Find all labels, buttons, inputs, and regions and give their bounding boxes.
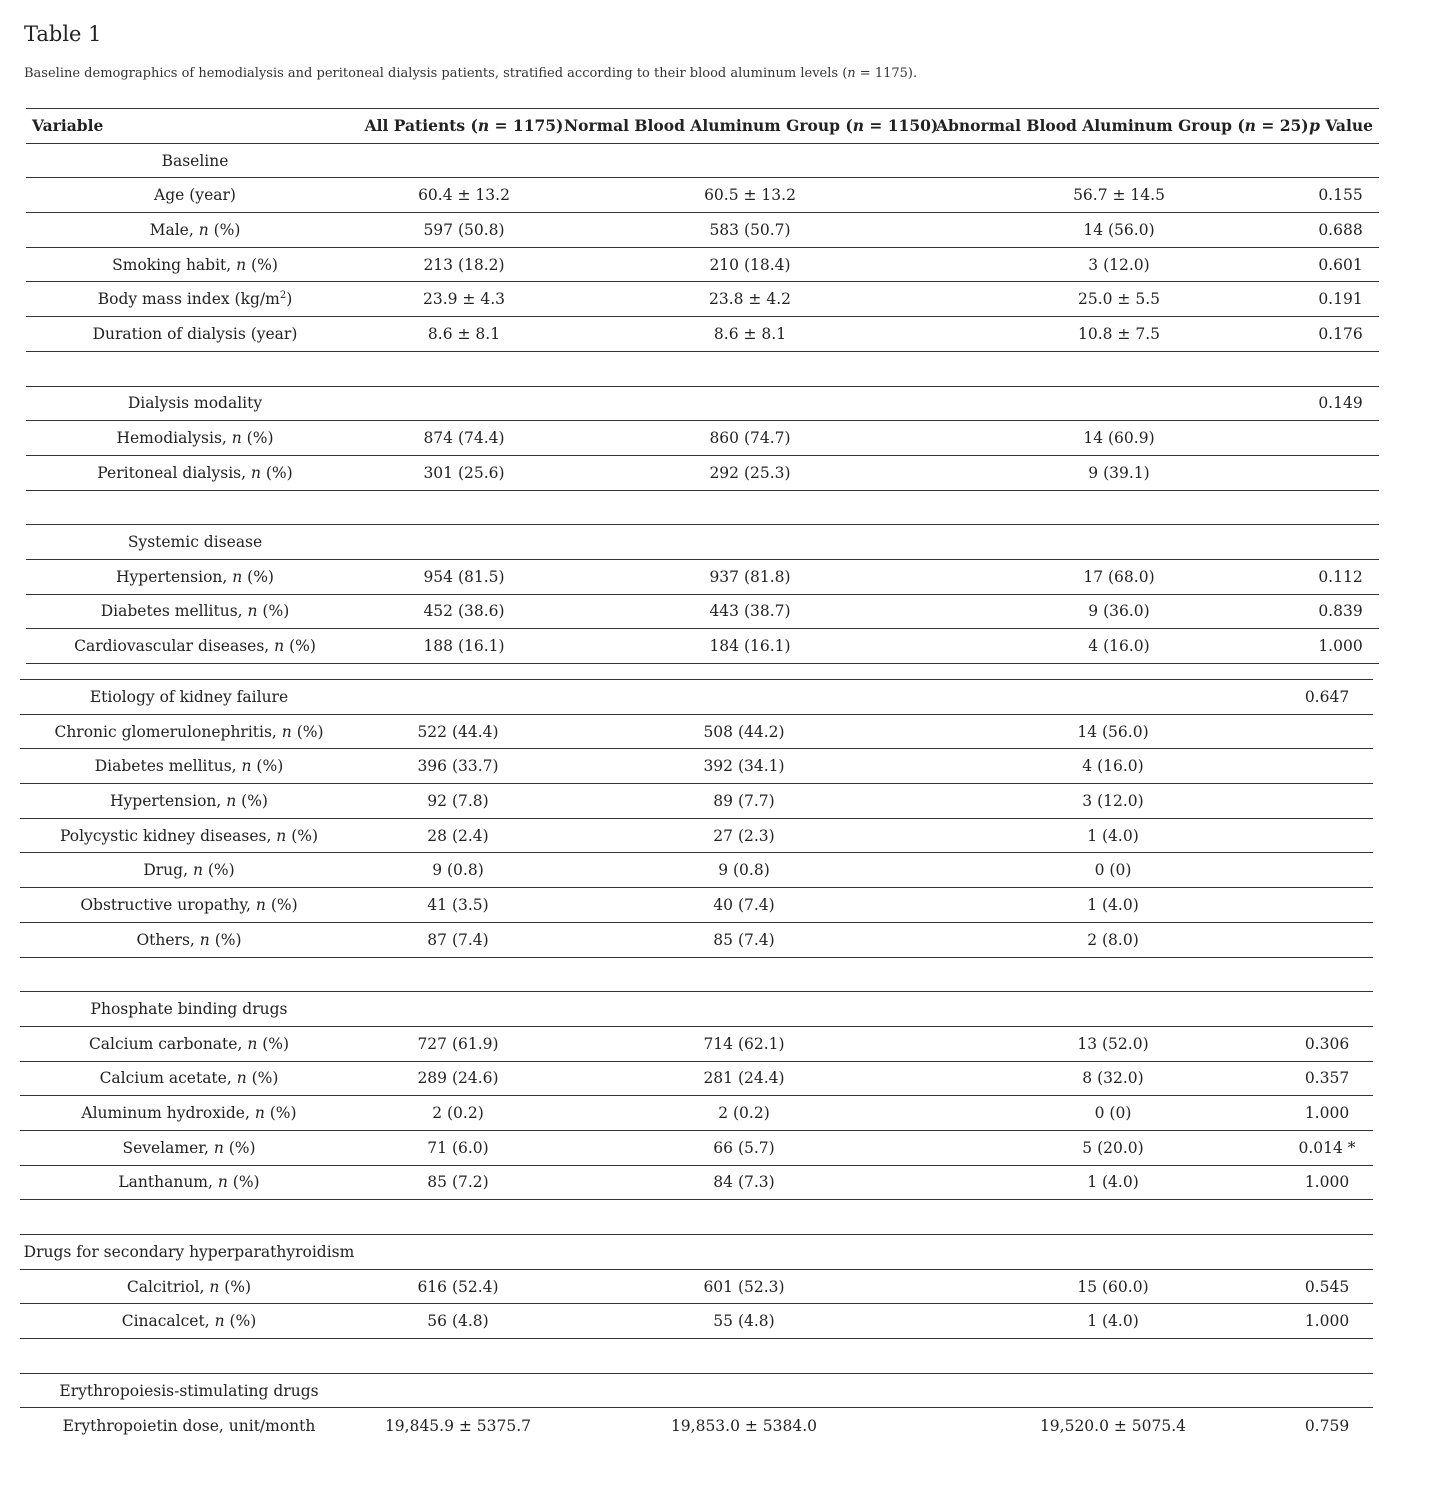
cell-p-value (1296, 818, 1373, 853)
cell-normal-group: 392 (34.1) (558, 749, 930, 784)
row-label: Drug, n (%) (20, 853, 358, 888)
cell-all-patients: 213 (18.2) (364, 247, 564, 282)
cell-all-patients (364, 490, 564, 525)
row-label: Aluminum hydroxide, n (%) (20, 1096, 358, 1131)
cell-normal-group: 2 (0.2) (558, 1096, 930, 1131)
cell-abnormal-group: 5 (20.0) (930, 1130, 1296, 1165)
table-row (20, 853, 1373, 888)
table-row (26, 317, 1379, 352)
table-row (20, 1408, 1373, 1443)
cell-abnormal-group (936, 386, 1302, 421)
cell-all-patients (358, 1339, 558, 1374)
table-row (26, 455, 1379, 490)
cell-abnormal-group: 15 (60.0) (930, 1269, 1296, 1304)
table-row (20, 1130, 1373, 1165)
cell-normal-group: 60.5 ± 13.2 (564, 178, 936, 213)
cell-normal-group: 23.8 ± 4.2 (564, 282, 936, 317)
row-label: Systemic disease (26, 525, 364, 560)
cell-normal-group (558, 1339, 930, 1374)
cell-normal-group: 508 (44.2) (558, 714, 930, 749)
cell-p-value (1296, 1339, 1373, 1374)
cell-p-value (1296, 853, 1373, 888)
cell-p-value (1302, 421, 1379, 456)
row-label: Dialysis modality (26, 386, 364, 421)
cell-normal-group: 281 (24.4) (558, 1061, 930, 1096)
row-label (20, 1339, 358, 1374)
cell-normal-group: 55 (4.8) (558, 1304, 930, 1339)
cell-p-value: 0.112 (1302, 559, 1379, 594)
table-row (20, 749, 1373, 784)
cell-p-value (1302, 490, 1379, 525)
header-normal-group: Normal Blood Aluminum Group (n = 1150) (564, 109, 936, 144)
cell-all-patients: 616 (52.4) (358, 1269, 558, 1304)
cell-all-patients (358, 1200, 558, 1235)
cell-normal-group (558, 680, 930, 715)
table-title: Table 1 (24, 22, 102, 46)
header-p-value: p Value (1302, 109, 1379, 144)
cell-all-patients: 23.9 ± 4.3 (364, 282, 564, 317)
cell-abnormal-group: 0 (0) (930, 1096, 1296, 1131)
cell-abnormal-group (930, 1235, 1296, 1270)
header-abnormal-group: Abnormal Blood Aluminum Group (n = 25) (936, 109, 1302, 144)
cell-normal-group (558, 957, 930, 992)
table-row (20, 1096, 1373, 1131)
cell-p-value: 0.688 (1302, 213, 1379, 248)
cell-p-value: 0.191 (1302, 282, 1379, 317)
cell-abnormal-group: 3 (12.0) (936, 247, 1302, 282)
cell-p-value: 1.000 (1296, 1165, 1373, 1200)
cell-normal-group: 84 (7.3) (558, 1165, 930, 1200)
table-row (20, 818, 1373, 853)
table-row (26, 629, 1379, 664)
cell-all-patients: 41 (3.5) (358, 888, 558, 923)
cell-normal-group: 40 (7.4) (558, 888, 930, 923)
row-label: Obstructive uropathy, n (%) (20, 888, 358, 923)
row-label: Body mass index $(kg/m^2)$ (26, 282, 364, 317)
cell-p-value: 0.306 (1296, 1026, 1373, 1061)
cell-abnormal-group: 4 (16.0) (936, 629, 1302, 664)
table-row (26, 386, 1379, 421)
cell-abnormal-group (936, 490, 1302, 525)
cell-normal-group: 583 (50.7) (564, 213, 936, 248)
cell-abnormal-group: 19,520.0 ± 5075.4 (1039, 1416, 1187, 1435)
header-variable: Variable (26, 109, 364, 144)
cell-all-patients (364, 386, 564, 421)
cell-abnormal-group: 10.8 ± 7.5 (936, 317, 1302, 352)
cell-abnormal-group: 9 (39.1) (936, 455, 1302, 490)
row-label (20, 1200, 358, 1235)
row-label: Peritoneal dialysis, n (%) (26, 455, 364, 490)
cell-normal-group: 937 (81.8) (564, 559, 936, 594)
row-label: Calcitriol, n (%) (20, 1269, 358, 1304)
cell-normal-group: 443 (38.7) (564, 594, 936, 629)
cell-abnormal-group: 13 (52.0) (930, 1026, 1296, 1061)
cell-all-patients: 396 (33.7) (358, 749, 558, 784)
header-all-patients: All Patients (n = 1175) (364, 109, 564, 144)
table-caption (24, 66, 917, 81)
cell-all-patients: 301 (25.6) (364, 455, 564, 490)
cell-abnormal-group: 3 (12.0) (930, 784, 1296, 819)
cell-p-value (1296, 957, 1373, 992)
table-row (26, 213, 1379, 248)
cell-all-patients: 87 (7.4) (358, 922, 558, 957)
spacer-row (20, 1339, 1373, 1374)
row-label (26, 490, 364, 525)
table-row (26, 525, 1379, 560)
cell-abnormal-group (930, 1339, 1296, 1374)
cell-all-patients (358, 1235, 558, 1270)
cell-all-patients: 19,845.9 ± 5375.7 (384, 1416, 532, 1435)
cell-normal-group: 184 (16.1) (564, 629, 936, 664)
cell-all-patients: 71 (6.0) (358, 1130, 558, 1165)
cell-normal-group (564, 386, 936, 421)
row-label: Hypertension, n (%) (26, 559, 364, 594)
cell-p-value (1302, 143, 1379, 178)
cell-abnormal-group: 1 (4.0) (930, 1304, 1296, 1339)
cell-abnormal-group: 14 (56.0) (930, 714, 1296, 749)
cell-abnormal-group (930, 957, 1296, 992)
cell-normal-group: 85 (7.4) (558, 922, 930, 957)
cell-all-patients: 56 (4.8) (358, 1304, 558, 1339)
row-label: Diabetes mellitus, n (%) (26, 594, 364, 629)
row-label: Etiology of kidney failure (20, 680, 358, 715)
table-row (20, 888, 1373, 923)
cell-abnormal-group: 14 (56.0) (936, 213, 1302, 248)
table-row (26, 282, 1379, 317)
cell-p-value: 0.647 (1296, 680, 1373, 715)
cell-abnormal-group: 25.0 ± 5.5 (936, 282, 1302, 317)
cell-normal-group: 19,853.0 ± 5384.0 (670, 1416, 818, 1435)
cell-all-patients: 874 (74.4) (364, 421, 564, 456)
data-table-upper (26, 108, 1379, 664)
cell-p-value (1296, 922, 1373, 957)
cell-all-patients: 92 (7.8) (358, 784, 558, 819)
cell-normal-group: 601 (52.3) (558, 1269, 930, 1304)
row-label: Male, n (%) (26, 213, 364, 248)
table-row (20, 1165, 1373, 1200)
cell-abnormal-group: 1 (4.0) (930, 1165, 1296, 1200)
spacer-row (26, 351, 1379, 386)
cell-p-value: 0.545 (1296, 1269, 1373, 1304)
row-label: Duration of dialysis (year) (26, 317, 364, 352)
cell-normal-group: 210 (18.4) (564, 247, 936, 282)
row-label: Age (year) (26, 178, 364, 213)
cell-normal-group: 66 (5.7) (558, 1130, 930, 1165)
cell-normal-group (564, 351, 936, 386)
cell-p-value: 0.176 (1302, 317, 1379, 352)
cell-normal-group: 8.6 ± 8.1 (564, 317, 936, 352)
table-row (26, 143, 1379, 178)
cell-all-patients (358, 957, 558, 992)
cell-p-value: 0.357 (1296, 1061, 1373, 1096)
cell-p-value (1296, 1373, 1373, 1408)
cell-p-value: 1.000 (1302, 629, 1379, 664)
cell-all-patients: 954 (81.5) (364, 559, 564, 594)
table-row (26, 594, 1379, 629)
row-label: Drugs for secondary hyperparathyroidism (20, 1235, 358, 1270)
cell-p-value: 0.149 (1302, 386, 1379, 421)
table-row (20, 1026, 1373, 1061)
cell-abnormal-group: 14 (60.9) (936, 421, 1302, 456)
cell-abnormal-group (930, 992, 1296, 1027)
table-row (20, 922, 1373, 957)
cell-normal-group: 9 (0.8) (558, 853, 930, 888)
cell-abnormal-group: 8 (32.0) (930, 1061, 1296, 1096)
row-label: Lanthanum, n (%) (20, 1165, 358, 1200)
caption-suffix: = 1175). (855, 66, 918, 81)
cell-p-value: 0.839 (1302, 594, 1379, 629)
cell-abnormal-group: 4 (16.0) (930, 749, 1296, 784)
row-label: Polycystic kidney diseases, n (%) (20, 818, 358, 853)
cell-abnormal-group: 56.7 ± 14.5 (936, 178, 1302, 213)
cell-all-patients: 289 (24.6) (358, 1061, 558, 1096)
row-label: Phosphate binding drugs (20, 992, 358, 1027)
cell-all-patients: 28 (2.4) (358, 818, 558, 853)
table-row (20, 784, 1373, 819)
row-label: Cardiovascular diseases, n (%) (26, 629, 364, 664)
cell-all-patients (358, 992, 558, 1027)
cell-p-value: 0.014 * (1296, 1130, 1373, 1165)
cell-p-value (1296, 888, 1373, 923)
table-row (20, 1061, 1373, 1096)
row-label: Cinacalcet, n (%) (20, 1304, 358, 1339)
table-row (20, 1373, 1373, 1408)
row-label: Hypertension, n (%) (20, 784, 358, 819)
cell-p-value (1296, 1235, 1373, 1270)
cell-abnormal-group (930, 1373, 1296, 1408)
spacer-row (20, 957, 1373, 992)
caption-n: n (847, 66, 856, 81)
row-label: Smoking habit, n (%) (26, 247, 364, 282)
cell-all-patients: 9 (0.8) (358, 853, 558, 888)
cell-all-patients: 452 (38.6) (364, 594, 564, 629)
cell-all-patients: 522 (44.4) (358, 714, 558, 749)
cell-abnormal-group (936, 351, 1302, 386)
row-label: Baseline (26, 143, 364, 178)
cell-p-value: 0.759 (1304, 1416, 1350, 1435)
cell-all-patients: 597 (50.8) (364, 213, 564, 248)
spacer-row (20, 1200, 1373, 1235)
table-row (20, 714, 1373, 749)
cell-normal-group (564, 143, 936, 178)
cell-p-value (1302, 525, 1379, 560)
cell-all-patients: 727 (61.9) (358, 1026, 558, 1061)
cell-abnormal-group: 17 (68.0) (936, 559, 1302, 594)
cell-normal-group: 89 (7.7) (558, 784, 930, 819)
table-row (20, 1235, 1373, 1270)
cell-all-patients: 8.6 ± 8.1 (364, 317, 564, 352)
spacer-row (26, 490, 1379, 525)
cell-abnormal-group: 1 (4.0) (930, 888, 1296, 923)
row-label: Others, n (%) (20, 922, 358, 957)
row-label: Hemodialysis, n (%) (26, 421, 364, 456)
cell-all-patients (358, 1373, 558, 1408)
row-label: Calcium acetate, n (%) (20, 1061, 358, 1096)
cell-p-value (1296, 784, 1373, 819)
cell-normal-group (564, 525, 936, 560)
cell-normal-group: 714 (62.1) (558, 1026, 930, 1061)
cell-p-value (1302, 455, 1379, 490)
row-label (26, 351, 364, 386)
cell-abnormal-group: 0 (0) (930, 853, 1296, 888)
row-label: Erythropoiesis-stimulating drugs (20, 1373, 358, 1408)
table-row (20, 1304, 1373, 1339)
row-label (20, 957, 358, 992)
row-label: Sevelamer, n (%) (20, 1130, 358, 1165)
cell-abnormal-group: 1 (4.0) (930, 818, 1296, 853)
cell-abnormal-group (930, 1200, 1296, 1235)
cell-all-patients (364, 143, 564, 178)
header-row (26, 109, 1379, 144)
cell-all-patients: 2 (0.2) (358, 1096, 558, 1131)
cell-p-value: 1.000 (1296, 1304, 1373, 1339)
row-label: Diabetes mellitus, n (%) (20, 749, 358, 784)
cell-all-patients (364, 525, 564, 560)
table-row (26, 247, 1379, 282)
table-row (20, 680, 1373, 715)
cell-normal-group (558, 992, 930, 1027)
cell-normal-group (564, 490, 936, 525)
cell-abnormal-group (936, 525, 1302, 560)
cell-all-patients: 85 (7.2) (358, 1165, 558, 1200)
cell-abnormal-group (936, 143, 1302, 178)
cell-p-value (1302, 351, 1379, 386)
cell-all-patients: 60.4 ± 13.2 (364, 178, 564, 213)
cell-all-patients (364, 351, 564, 386)
cell-normal-group (558, 1235, 930, 1270)
row-label: Chronic glomerulonephritis, n (%) (20, 714, 358, 749)
table-row (20, 1269, 1373, 1304)
cell-p-value (1296, 992, 1373, 1027)
table-row (26, 559, 1379, 594)
cell-normal-group: 292 (25.3) (564, 455, 936, 490)
cell-normal-group: 860 (74.7) (564, 421, 936, 456)
cell-abnormal-group (930, 680, 1296, 715)
cell-p-value: 0.155 (1302, 178, 1379, 213)
cell-abnormal-group: 2 (8.0) (930, 922, 1296, 957)
row-label: Calcium carbonate, n (%) (20, 1026, 358, 1061)
cell-all-patients (358, 680, 558, 715)
caption-prefix: Baseline demographics of hemodialysis and peritoneal dialysis patients, stratified according to their blood aluminum levels ( (24, 66, 848, 81)
cell-normal-group (558, 1200, 930, 1235)
cell-normal-group (558, 1373, 930, 1408)
cell-p-value: 0.601 (1302, 247, 1379, 282)
table-row (20, 992, 1373, 1027)
cell-p-value: 1.000 (1296, 1096, 1373, 1131)
table-row (26, 421, 1379, 456)
cell-all-patients: 188 (16.1) (364, 629, 564, 664)
cell-p-value (1296, 1200, 1373, 1235)
cell-p-value (1296, 714, 1373, 749)
cell-abnormal-group: 9 (36.0) (936, 594, 1302, 629)
table-row (26, 178, 1379, 213)
row-label: Erythropoietin dose, unit/month (62, 1416, 316, 1435)
cell-p-value (1296, 749, 1373, 784)
data-table-lower (20, 679, 1373, 1443)
cell-normal-group: 27 (2.3) (558, 818, 930, 853)
